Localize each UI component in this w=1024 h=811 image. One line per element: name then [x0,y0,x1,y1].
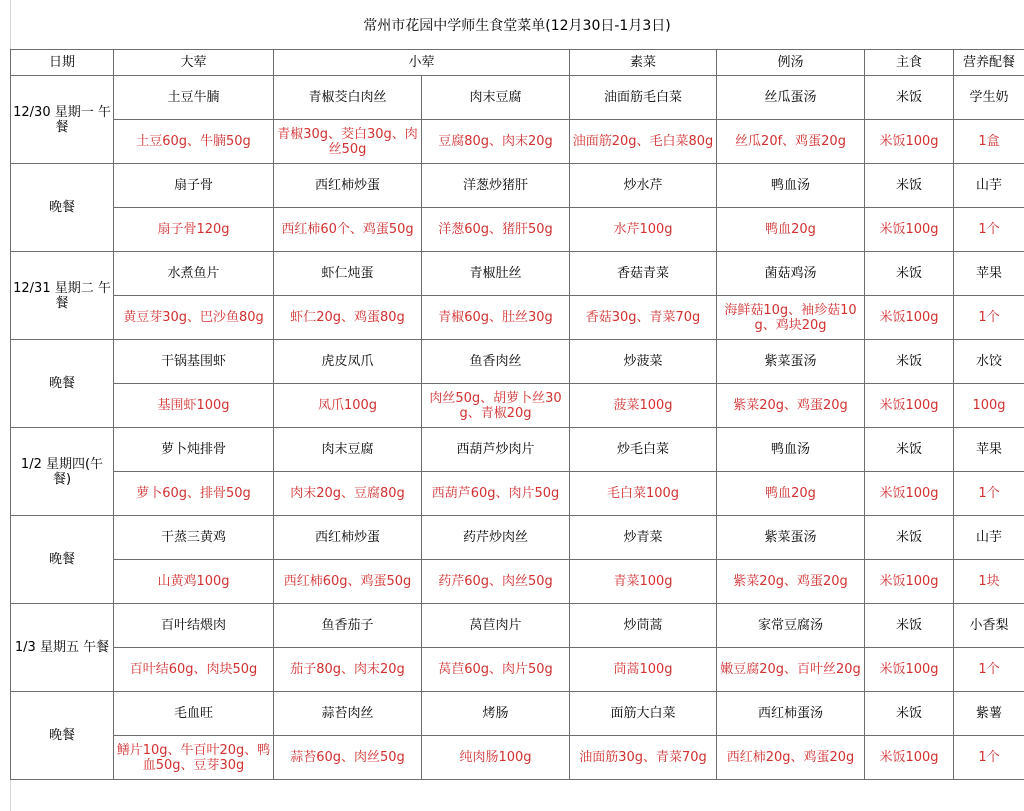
day-2-dinner-nutrition-ingredient: 1块 [954,560,1024,604]
day-2-dinner-dishes-row [11,516,1024,560]
day-2-lunch-side-meat-2-ingredient: 西葫芦60g、肉片50g [422,472,570,516]
day-1-lunch-label: 12/31 星期二 午餐 [11,252,114,340]
day-2-dinner-nutrition-dish: 山芋 [954,516,1024,560]
day-1-dinner-ingredients-row [11,384,1024,428]
day-1-dinner-vegetable-ingredient: 菠菜100g [570,384,717,428]
day-2-lunch-soup-ingredient: 鸭血20g [717,472,865,516]
header-staple: 主食 [865,50,954,76]
day-2-lunch-ingredients-row [11,472,1024,516]
day-2-dinner-soup-ingredient: 紫菜20g、鸡蛋20g [717,560,865,604]
day-3-lunch-side-meat-1-dish: 鱼香茄子 [274,604,422,648]
day-1-lunch-vegetable-dish: 香菇青菜 [570,252,717,296]
day-0-dinner-label: 晚餐 [11,164,114,252]
day-3-dinner-side-meat-1-ingredient: 蒜苔60g、肉丝50g [274,736,422,780]
day-1-dinner-main-meat-ingredient: 基围虾100g [114,384,274,428]
day-3-lunch-staple-ingredient: 米饭100g [865,648,954,692]
day-0-lunch-side-meat-2-ingredient: 豆腐80g、肉末20g [422,120,570,164]
day-0-lunch-vegetable-dish: 油面筋毛白菜 [570,76,717,120]
day-2-lunch-vegetable-dish: 炒毛白菜 [570,428,717,472]
day-1-lunch-staple-ingredient: 米饭100g [865,296,954,340]
day-2-lunch-soup-dish: 鸭血汤 [717,428,865,472]
day-3-dinner-nutrition-ingredient: 1个 [954,736,1024,780]
day-1-lunch-vegetable-ingredient: 香菇30g、青菜70g [570,296,717,340]
day-3-lunch-vegetable-ingredient: 茼蒿100g [570,648,717,692]
day-2-dinner-vegetable-ingredient: 青菜100g [570,560,717,604]
day-0-dinner-soup-dish: 鸭血汤 [717,164,865,208]
day-0-lunch-staple-ingredient: 米饭100g [865,120,954,164]
day-2-dinner-staple-ingredient: 米饭100g [865,560,954,604]
day-3-lunch-nutrition-dish: 小香梨 [954,604,1024,648]
day-2-dinner-side-meat-2-ingredient: 药芹60g、肉丝50g [422,560,570,604]
day-3-lunch-side-meat-1-ingredient: 茄子80g、肉末20g [274,648,422,692]
day-0-dinner-main-meat-ingredient: 扇子骨120g [114,208,274,252]
day-0-dinner-nutrition-dish: 山芋 [954,164,1024,208]
day-3-lunch-soup-dish: 家常豆腐汤 [717,604,865,648]
day-0-lunch-nutrition-ingredient: 1盒 [954,120,1024,164]
day-3-dinner-nutrition-dish: 紫薯 [954,692,1024,736]
day-3-lunch-soup-ingredient: 嫩豆腐20g、百叶丝20g [717,648,865,692]
day-1-dinner-label: 晚餐 [11,340,114,428]
day-1-lunch-nutrition-ingredient: 1个 [954,296,1024,340]
day-3-dinner-main-meat-dish: 毛血旺 [114,692,274,736]
day-0-dinner-vegetable-ingredient: 水芹100g [570,208,717,252]
day-0-dinner-nutrition-ingredient: 1个 [954,208,1024,252]
menu-table [10,49,1024,780]
day-1-lunch-soup-dish: 菌菇鸡汤 [717,252,865,296]
day-3-dinner-side-meat-2-ingredient: 纯肉肠100g [422,736,570,780]
day-3-dinner-ingredients-row [11,736,1024,780]
day-3-lunch-main-meat-dish: 百叶结煨肉 [114,604,274,648]
day-1-dinner-soup-ingredient: 紫菜20g、鸡蛋20g [717,384,865,428]
day-0-lunch-soup-dish: 丝瓜蛋汤 [717,76,865,120]
day-2-dinner-staple-dish: 米饭 [865,516,954,560]
page-title: 常州市花园中学师生食堂菜单(12月30日-1月3日) [10,0,1024,50]
day-1-lunch-staple-dish: 米饭 [865,252,954,296]
day-0-lunch-side-meat-2-dish: 肉末豆腐 [422,76,570,120]
day-3-dinner-label: 晚餐 [11,692,114,780]
day-1-lunch-side-meat-1-ingredient: 虾仁20g、鸡蛋80g [274,296,422,340]
day-0-dinner-ingredients-row [11,208,1024,252]
day-2-dinner-vegetable-dish: 炒青菜 [570,516,717,560]
day-1-lunch-soup-ingredient: 海鲜菇10g、袖珍菇10g、鸡块20g [717,296,865,340]
day-3-lunch-label: 1/3 星期五 午餐 [11,604,114,692]
day-0-lunch-soup-ingredient: 丝瓜20f、鸡蛋20g [717,120,865,164]
day-1-dinner-main-meat-dish: 干锅基围虾 [114,340,274,384]
day-0-dinner-dishes-row [11,164,1024,208]
header-row [11,50,1024,76]
day-2-lunch-label: 1/2 星期四(午餐) [11,428,114,516]
day-2-lunch-main-meat-dish: 萝卜炖排骨 [114,428,274,472]
day-0-dinner-side-meat-2-ingredient: 洋葱60g、猪肝50g [422,208,570,252]
day-2-lunch-side-meat-2-dish: 西葫芦炒肉片 [422,428,570,472]
header-date: 日期 [11,50,114,76]
day-1-lunch-ingredients-row [11,296,1024,340]
day-2-dinner-main-meat-dish: 干蒸三黄鸡 [114,516,274,560]
day-0-lunch-nutrition-dish: 学生奶 [954,76,1024,120]
day-3-lunch-side-meat-2-ingredient: 莴苣60g、肉片50g [422,648,570,692]
day-2-lunch-nutrition-dish: 苹果 [954,428,1024,472]
day-3-dinner-soup-dish: 西红柿蛋汤 [717,692,865,736]
day-2-lunch-nutrition-ingredient: 1个 [954,472,1024,516]
day-2-dinner-side-meat-1-ingredient: 西红柿60g、鸡蛋50g [274,560,422,604]
day-3-lunch-dishes-row [11,604,1024,648]
day-1-lunch-side-meat-1-dish: 虾仁炖蛋 [274,252,422,296]
day-3-dinner-soup-ingredient: 西红柿20g、鸡蛋20g [717,736,865,780]
day-2-dinner-side-meat-2-dish: 药芹炒肉丝 [422,516,570,560]
day-0-dinner-staple-ingredient: 米饭100g [865,208,954,252]
day-3-lunch-side-meat-2-dish: 莴苣肉片 [422,604,570,648]
day-3-lunch-staple-dish: 米饭 [865,604,954,648]
day-3-dinner-dishes-row [11,692,1024,736]
day-3-dinner-side-meat-2-dish: 烤肠 [422,692,570,736]
day-1-dinner-vegetable-dish: 炒菠菜 [570,340,717,384]
day-3-lunch-nutrition-ingredient: 1个 [954,648,1024,692]
day-1-dinner-side-meat-2-ingredient: 肉丝50g、胡萝卜丝30g、青椒20g [422,384,570,428]
day-1-dinner-dishes-row [11,340,1024,384]
day-0-lunch-main-meat-ingredient: 土豆60g、牛腩50g [114,120,274,164]
day-3-dinner-staple-ingredient: 米饭100g [865,736,954,780]
day-2-lunch-main-meat-ingredient: 萝卜60g、排骨50g [114,472,274,516]
header-nutrition: 营养配餐 [954,50,1024,76]
header-side-meat: 小荤 [274,50,570,76]
day-3-dinner-vegetable-dish: 面筋大白菜 [570,692,717,736]
day-0-dinner-soup-ingredient: 鸭血20g [717,208,865,252]
day-0-dinner-side-meat-1-ingredient: 西红柿60个、鸡蛋50g [274,208,422,252]
day-0-lunch-vegetable-ingredient: 油面筋20g、毛白菜80g [570,120,717,164]
day-2-dinner-side-meat-1-dish: 西红柿炒蛋 [274,516,422,560]
day-1-lunch-nutrition-dish: 苹果 [954,252,1024,296]
day-1-dinner-nutrition-dish: 水饺 [954,340,1024,384]
day-0-lunch-side-meat-1-ingredient: 青椒30g、茭白30g、肉丝50g [274,120,422,164]
menu-body [11,76,1024,780]
day-0-dinner-vegetable-dish: 炒水芹 [570,164,717,208]
day-1-lunch-main-meat-ingredient: 黄豆芽30g、巴沙鱼80g [114,296,274,340]
day-1-lunch-main-meat-dish: 水煮鱼片 [114,252,274,296]
day-2-lunch-dishes-row [11,428,1024,472]
day-2-lunch-staple-dish: 米饭 [865,428,954,472]
day-1-dinner-side-meat-1-dish: 虎皮凤爪 [274,340,422,384]
day-2-dinner-main-meat-ingredient: 山黄鸡100g [114,560,274,604]
day-0-lunch-main-meat-dish: 土豆牛腩 [114,76,274,120]
day-3-dinner-main-meat-ingredient: 鳝片10g、牛百叶20g、鸭血50g、豆芽30g [114,736,274,780]
day-3-lunch-ingredients-row [11,648,1024,692]
day-0-lunch-staple-dish: 米饭 [865,76,954,120]
day-1-lunch-dishes-row [11,252,1024,296]
day-0-dinner-side-meat-2-dish: 洋葱炒猪肝 [422,164,570,208]
day-0-lunch-side-meat-1-dish: 青椒茭白肉丝 [274,76,422,120]
day-0-dinner-main-meat-dish: 扇子骨 [114,164,274,208]
day-1-dinner-staple-dish: 米饭 [865,340,954,384]
day-3-dinner-vegetable-ingredient: 油面筋30g、青菜70g [570,736,717,780]
day-2-dinner-soup-dish: 紫菜蛋汤 [717,516,865,560]
day-1-dinner-nutrition-ingredient: 100g [954,384,1024,428]
day-2-lunch-vegetable-ingredient: 毛白菜100g [570,472,717,516]
day-2-lunch-side-meat-1-ingredient: 肉末20g、豆腐80g [274,472,422,516]
header-vegetable: 素菜 [570,50,717,76]
day-3-lunch-vegetable-dish: 炒茼蒿 [570,604,717,648]
header-main-meat: 大荤 [114,50,274,76]
day-0-dinner-side-meat-1-dish: 西红柿炒蛋 [274,164,422,208]
day-1-dinner-side-meat-2-dish: 鱼香肉丝 [422,340,570,384]
day-1-lunch-side-meat-2-dish: 青椒肚丝 [422,252,570,296]
day-2-lunch-staple-ingredient: 米饭100g [865,472,954,516]
day-1-dinner-soup-dish: 紫菜蛋汤 [717,340,865,384]
day-1-dinner-side-meat-1-ingredient: 凤爪100g [274,384,422,428]
day-1-dinner-staple-ingredient: 米饭100g [865,384,954,428]
day-3-dinner-side-meat-1-dish: 蒜苔肉丝 [274,692,422,736]
day-0-lunch-dishes-row [11,76,1024,120]
day-2-lunch-side-meat-1-dish: 肉末豆腐 [274,428,422,472]
day-1-lunch-side-meat-2-ingredient: 青椒60g、肚丝30g [422,296,570,340]
header-soup: 例汤 [717,50,865,76]
day-0-lunch-ingredients-row [11,120,1024,164]
day-2-dinner-label: 晚餐 [11,516,114,604]
day-3-dinner-staple-dish: 米饭 [865,692,954,736]
day-3-lunch-main-meat-ingredient: 百叶结60g、肉块50g [114,648,274,692]
day-0-dinner-staple-dish: 米饭 [865,164,954,208]
day-0-lunch-label: 12/30 星期一 午餐 [11,76,114,164]
day-2-dinner-ingredients-row [11,560,1024,604]
